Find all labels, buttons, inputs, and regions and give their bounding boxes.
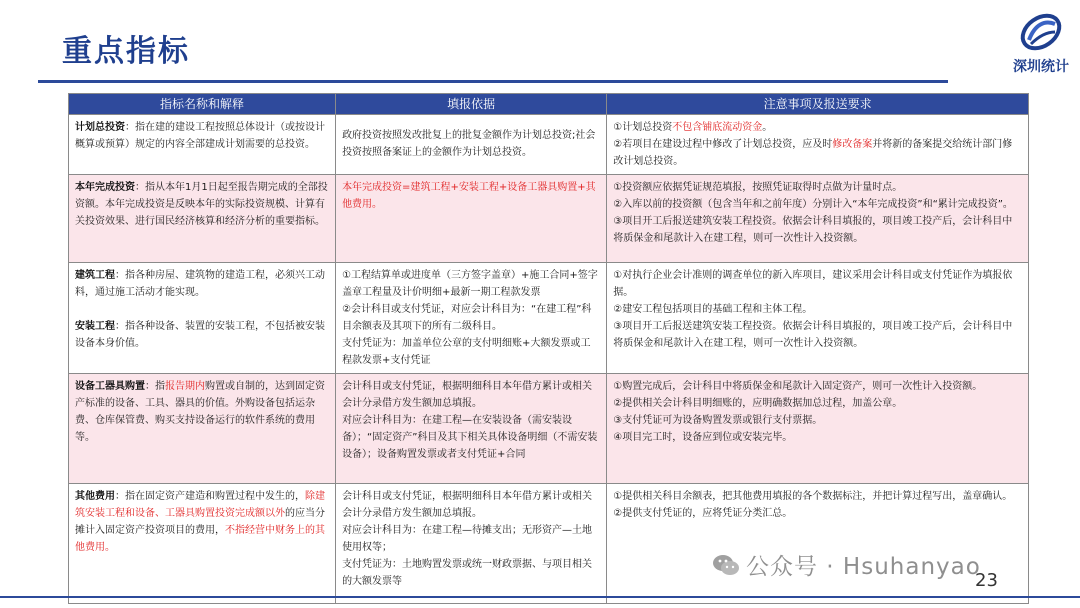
indicator-text: ：指各种设备、装置的安装工程，不包括被安装设备本身价值。 [75,321,325,349]
basis-formula: 本年完成投资=建筑工程+安装工程+设备工器具购置+其他费用。 [342,182,596,210]
page-title: 重点指标 [62,34,190,69]
note-line: ①投资额应依据凭证规范填报，按照凭证取得时点做为计量时点。 [613,182,903,193]
basis-text: ②会计科目或支付凭证，对应会计科目为：“在建工程”科目余额表及其项下的所有二级科目。 [342,304,592,332]
page-number: 23 [975,570,998,591]
indicator-cell: 设备工器具购置：指报告期内购置或自制的，达到固定资产标准的设备、工具、器具的价值。外购设备包括运杂费、仓库保管费、购买支持设备运行的软件系统的费用等。 [69,374,336,484]
indicator-term: 本年完成投资 [75,182,135,193]
basis-text: 支付凭证为：加盖单位公章的支付明细账+大额发票或工程款发票+支付凭证 [342,338,591,366]
table-row [69,175,1029,263]
indicator-text: ：指在建的建设工程按照总体设计（或按设计概算或预算）规定的内容全部建成计划需要的总投资。 [75,122,325,150]
notes-cell [607,374,1029,484]
note-line: ②提供支付凭证的，应将凭证分类汇总。 [613,508,793,519]
notes-cell [607,484,1029,604]
basis-text: 会计科目或支付凭证，根据明细科目本年借方累计或相关会计分录借方发生额加总填报。 [342,381,593,409]
note-emphasis: 不包含铺底流动资金 [672,122,763,133]
indicator-text: ：指从本年1月1日起至报告期完成的全部投资额。本年完成投资是反映本年的实际投资规模、计算有关投资效果、进行国民经济核算和经济分析的重要指标。 [75,182,328,227]
indicator-term: 设备工器具购置 [75,381,145,392]
basis-text: 支付凭证为：土地购置发票或统一财政票据、与项目相关的大额发票等 [342,559,593,587]
note-line: ②建安工程包括项目的基础工程和主体工程。 [613,304,813,315]
watermark-text: 公众号 · Hsuhanyao [746,554,981,580]
note-line: ②若项目在建设过程中修改了计划总投资，应及时修改备案并将新的备案提交给统计部门修改计划总投资。 [613,139,1013,167]
indicator-cell [69,115,336,175]
notes-cell [607,263,1029,374]
note-line: ③项目开工后报送建筑安装工程投资。依据会计科目填报的，项目竣工投产后，会计科目中将质保金和尾款计入在建工程，则可一次性计入投资额。 [613,216,1013,244]
note-line: ②提供相关会计科目明细账的，应明确数据加总过程，加盖公章。 [613,398,903,409]
table-header-row [69,94,1029,115]
key-indicators-table [68,93,1029,604]
note-line: ①计划总投资不包含铺底流动资金。 [613,122,773,133]
indicator-term: 建筑工程 [75,270,115,281]
note-line: ③支付凭证可为设备购置发票或银行支付票据。 [613,415,823,426]
wechat-watermark [712,548,981,581]
bottom-divider [0,596,1080,598]
basis-text: 对应会计科目为：在建工程—待摊支出；无形资产—土地使用权等； [342,525,593,553]
basis-cell [336,175,607,263]
table-row [69,484,1029,604]
indicator-term: 计划总投资 [75,122,125,133]
basis-text: 政府投资按照发改批复上的批复金额作为计划总投资;社会投资按照备案证上的金额作为计划总投资。 [342,130,596,158]
shenzhen-statistics-logo [1010,10,1072,78]
title-divider [38,80,948,83]
indicator-term: 其他费用 [75,491,115,502]
header-notes: 注意事项及报送要求 [607,94,1029,115]
header-indicator: 指标名称和解释 [69,94,336,115]
indicator-cell [69,175,336,263]
basis-text: ①工程结算单或进度单（三方签字盖章）+施工合同+签字盖章工程量及计价明细+最新一期工程款发票 [342,270,598,298]
basis-cell [336,374,607,484]
indicator-emphasis: 不指经营中财务上的其他费用。 [75,525,325,553]
indicator-text: ：指各种房屋、建筑物的建造工程，必须兴工动料，通过施工活动才能实现。 [75,270,325,298]
basis-text: 会计科目或支付凭证，根据明细科目本年借方累计或相关会计分录借方发生额加总填报。 [342,491,593,519]
indicator-cell [69,263,336,374]
note-line: ①提供相关科目余额表，把其他费用填报的各个数据标注，并把计算过程写出，盖章确认。 [613,491,1013,502]
table-row [69,374,1029,484]
indicator-emphasis: 除建筑安装工程和设备、工器具购置投资完成额以外 [75,491,325,519]
indicator-cell: 其他费用：指在固定资产建造和购置过程中发生的，除建筑安装工程和设备、工器具购置投资完成额以外的应当分摊计入固定资产投资项目的费用，不指经营中财务上的其他费用。 [69,484,336,604]
basis-cell [336,115,607,175]
note-line: ④项目完工时，设备应到位或安装完毕。 [613,432,793,443]
notes-cell [607,175,1029,263]
basis-cell [336,484,607,604]
note-line: ①购置完成后，会计科目中将质保金和尾款计入固定资产，则可一次性计入投资额。 [613,381,983,392]
table-row [69,115,1029,175]
notes-cell [607,115,1029,175]
note-line: ③项目开工后报送建筑安装工程投资。依据会计科目填报的，项目竣工投产后，会计科目中将质保金和尾款计入在建工程，则可一次性计入投资额。 [613,321,1013,349]
basis-text: 对应会计科目为：在建工程—在安装设备（需安装设备）；“固定资产”科目及其下相关具体设备明细（不需安装设备）；设备购置发票或者支付凭证+合同 [342,415,598,460]
note-emphasis: 修改备案 [832,139,873,150]
indicator-term: 安装工程 [75,321,115,332]
logo-text: 深圳统计 [1013,59,1069,75]
header-basis: 填报依据 [336,94,607,115]
indicator-emphasis: 报告期内 [165,381,205,392]
note-line: ②入库以前的投资额（包含当年和之前年度）分别计入“本年完成投资”和“累计完成投资”。 [613,199,1013,210]
note-line: ①对执行企业会计准则的调查单位的新入库项目，建议采用会计科目或支付凭证作为填报依据。 [613,270,1013,298]
table-row [69,263,1029,374]
basis-cell [336,263,607,374]
wechat-icon [712,553,740,577]
logo-emblem-icon [1019,10,1063,54]
